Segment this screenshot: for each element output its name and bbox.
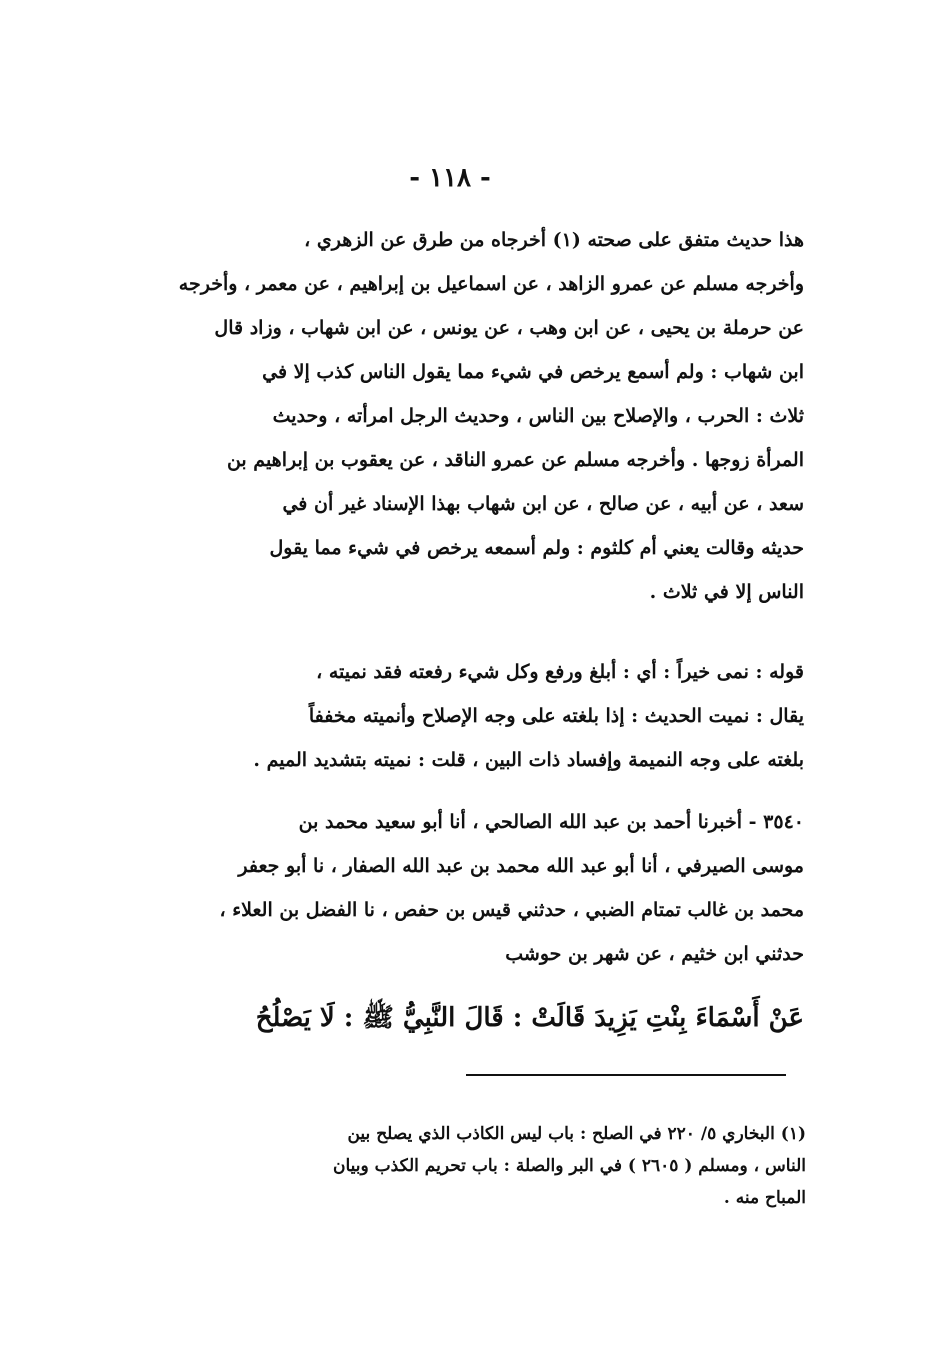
text-line: حدثني ابن خثيم ، عن شهر بن حوشب — [505, 943, 804, 965]
footnotes — [130, 1118, 806, 1214]
text-line: بلغته على وجه النميمة وإفساد ذات البين ، قلت : نميته بتشديد الميم . — [253, 749, 804, 771]
footnote-line: (١) البخاري ٥/ ٢٢٠ في الصلح : باب ليس الكاذب الذي يصلح بين — [347, 1124, 806, 1144]
text-line: موسى الصيرفي ، أنا أبو عبد الله محمد بن عبد الله الصفار ، نا أبو جعفر — [238, 855, 804, 877]
text-line: محمد بن غالب تمتام الضبي ، حدثني قيس بن حفص ، نا الفضل بن العلاء ، — [219, 899, 804, 921]
footnote-divider — [466, 1074, 786, 1076]
paragraph-word-explanation — [128, 650, 804, 782]
text-line: ابن شهاب : ولم أسمع يرخص في شيء مما يقول الناس كذب إلا في — [262, 361, 804, 383]
text-line: حديثه وقالت يعني أم كلثوم : ولم أسمعه يرخص في شيء مما يقول — [269, 537, 804, 559]
text-line: هذا حديث متفق على صحته (١) أخرجاه من طرق عن الزهري ، — [304, 229, 804, 251]
text-line: قوله : نمى خيراً : أي : أبلغ ورفع وكل شيء رفعته فقد نميته ، — [316, 661, 804, 683]
text-line: ثلاث : الحرب ، والإصلاح بين الناس ، وحديث الرجل امرأته ، وحديث — [272, 405, 804, 427]
text-line: الناس إلا في ثلاث . — [649, 581, 804, 603]
paragraph-hadith-commentary — [128, 218, 804, 614]
text-line: عن حرملة بن يحيى ، عن ابن وهب ، عن يونس ، عن ابن شهاب ، وزاد قال — [214, 317, 804, 339]
page-number: - ١١٨ - — [409, 163, 491, 193]
text-line: المرأة زوجها . وأخرجه مسلم عن عمرو الناقد ، عن يعقوب بن إبراهيم بن — [226, 449, 804, 471]
text-line: وأخرجه مسلم عن عمرو الزاهد ، عن اسماعيل بن إبراهيم ، عن معمر ، وأخرجه — [178, 273, 804, 295]
footnote-line: الناس ، ومسلم ( ٢٦٠٥ ) في البر والصلة : باب تحريم الكذب وبيان — [332, 1156, 806, 1176]
text-line: ٣٥٤٠ - أخبرنا أحمد بن عبد الله الصالحي ، أنا أبو سعيد محمد بن — [298, 811, 804, 833]
text-line: سعد ، عن أبيه ، عن صالح ، عن ابن شهاب بهذا الإسناد غير أن في — [282, 493, 804, 515]
footnote-line: المباح منه . — [723, 1188, 806, 1208]
paragraph-isnad — [128, 800, 804, 976]
hadith-text: عَنْ أَسْمَاءَ بِنْتِ يَزِيدَ قَالَتْ : قَالَ النَّبِيُّ ﷺ : لَا يَصْلُحُ — [255, 1003, 804, 1033]
text-line: يقال : نميت الحديث : إذا بلغته على وجه الإصلاح وأنميته مخففاً — [308, 705, 804, 727]
